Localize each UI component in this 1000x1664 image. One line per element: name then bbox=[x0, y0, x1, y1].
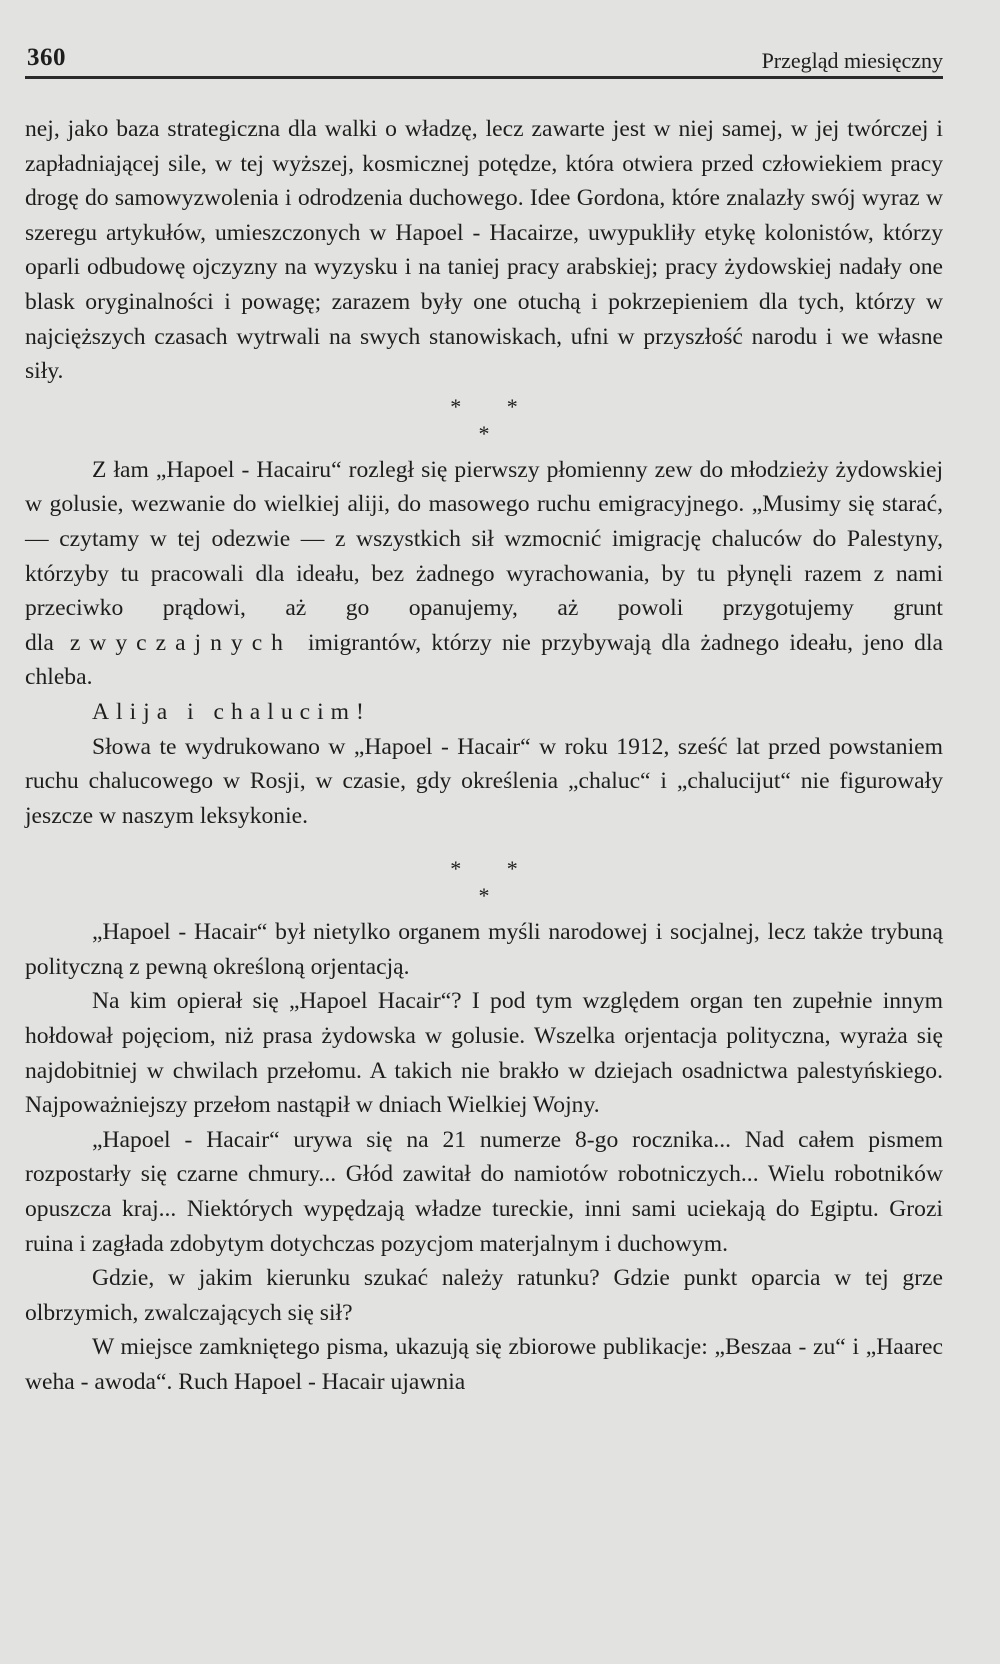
paragraph-7: „Hapoel - Hacair“ urywa się na 21 numerze 8-go rocznika... Nad całem pismem rozpostarły się czarne chmury... Głód zawitał do namiotów robotniczych... Wielu robotników opuszcza kraj... Niektórych wypędzają władze tureckie, inni sami uciekają do Egiptu. Grozi ruina i zagłada zdobytym dotychczas pozycjom materjalnym i duchowym. bbox=[25, 1126, 943, 1257]
paragraph-6: Na kim opierał się „Hapoel Hacair“? I pod tym względem organ ten zupełnie innym hołdował pojęciom, niż prasa żydowska w golusie. Wszelka orjentacja polityczna, wyraża się najdobitniej w chwilach przełomu. A takich nie brakło w dziejach osadnictwa palestyńskiego. Najpoważniejszy przełom nastąpił w dniach Wielkiej Wojny. bbox=[25, 988, 943, 1119]
paragraph-5: „Hapoel - Hacair“ był nietylko organem myśli narodowej i socjalnej, lecz także trybuną polityczną z pewną określoną orjentacją. bbox=[25, 919, 943, 980]
running-title: Przegląd miesięczny bbox=[761, 48, 943, 73]
paragraph-2 bbox=[25, 453, 943, 695]
section-divider-2 bbox=[25, 851, 943, 909]
paragraph-1: nej, jako baza strategiczna dla walki o władzę, lecz zawarte jest w niej samej, w jej twórczej i zapładniającej sile, w tej wyższej, kosmicznej potędze, która otwiera przed człowiekiem pracy drogę do samowyzwolenia i odrodzenia duchowego. Idee Gordona, które znalazły swój wyraz w szeregu artykułów, umieszczonych w Hapoel - Hacairze, uwypukliły etykę kolonistów, którzy oparli odbudowę ojczyzny na wyzysku i na taniej pracy arabskiej; pracy żydowskiej nadały one blask oryginalności i powagę; zarazem były one otuchą i pokrzepieniem dla tych, którzy w najcięższych czasach wytrwali na swych stanowiskach, ufni w przyszłość narodu i we własne siły. bbox=[25, 116, 943, 385]
paragraph-9: W miejsce zamkniętego pisma, ukazują się zbiorowe publikacje: „Beszaa - zu“ i „Haarec weha - awoda“. Ruch Hapoel - Hacair ujawnia bbox=[25, 1334, 943, 1395]
paragraph-4: Słowa te wydrukowano w „Hapoel - Hacair“ w roku 1912, sześć lat przed powstaniem ruchu chalucowego w Rosji, w czasie, gdy określenia „chaluc“ i „chalucijut“ nie figurowały jeszcze w naszym leksykonie. bbox=[25, 733, 943, 829]
paragraph-2-text-before: Z łam „Hapoel - Hacairu“ rozległ się pierwszy płomienny zew do młodzieży żydowskiej w golusie, wezwanie do wielkiej aliji, do masowego ruchu emigracyjnego. „Musimy się starać, — czytamy w tej odezwie — z wszystkich sił wzmocnić imigrację chaluców do Palestyny, którzyby tu pracowali dla ideału, bez żadnego wyrachowania, by tu płynęli razem z nami przeciwko prądowi, aż go opanujemy, aż powoli przygotujemy grunt dla bbox=[25, 456, 943, 656]
paragraph-3: Alija i chalucim! bbox=[92, 698, 371, 725]
paragraph-2-text-after: imigrantów, którzy nie przybywają dla żadnego ideału, jeno dla chleba. bbox=[25, 629, 943, 691]
divider-stars-bottom: * bbox=[478, 883, 490, 909]
divider-stars-top: * * bbox=[450, 393, 518, 419]
header-rule bbox=[25, 76, 943, 79]
section-divider-1 bbox=[25, 389, 943, 447]
divider-stars-top: * * bbox=[450, 856, 518, 882]
divider-stars-bottom: * bbox=[478, 420, 490, 446]
body-text bbox=[25, 112, 943, 1400]
page-header bbox=[25, 40, 943, 80]
paragraph-8: Gdzie, w jakim kierunku szukać należy ratunku? Gdzie punkt oparcia w tej grze olbrzymich, zwalczających się sił? bbox=[25, 1265, 943, 1326]
paragraph-2-spaced-word: zwyczajnych bbox=[69, 629, 292, 656]
page-number: 360 bbox=[27, 44, 66, 71]
